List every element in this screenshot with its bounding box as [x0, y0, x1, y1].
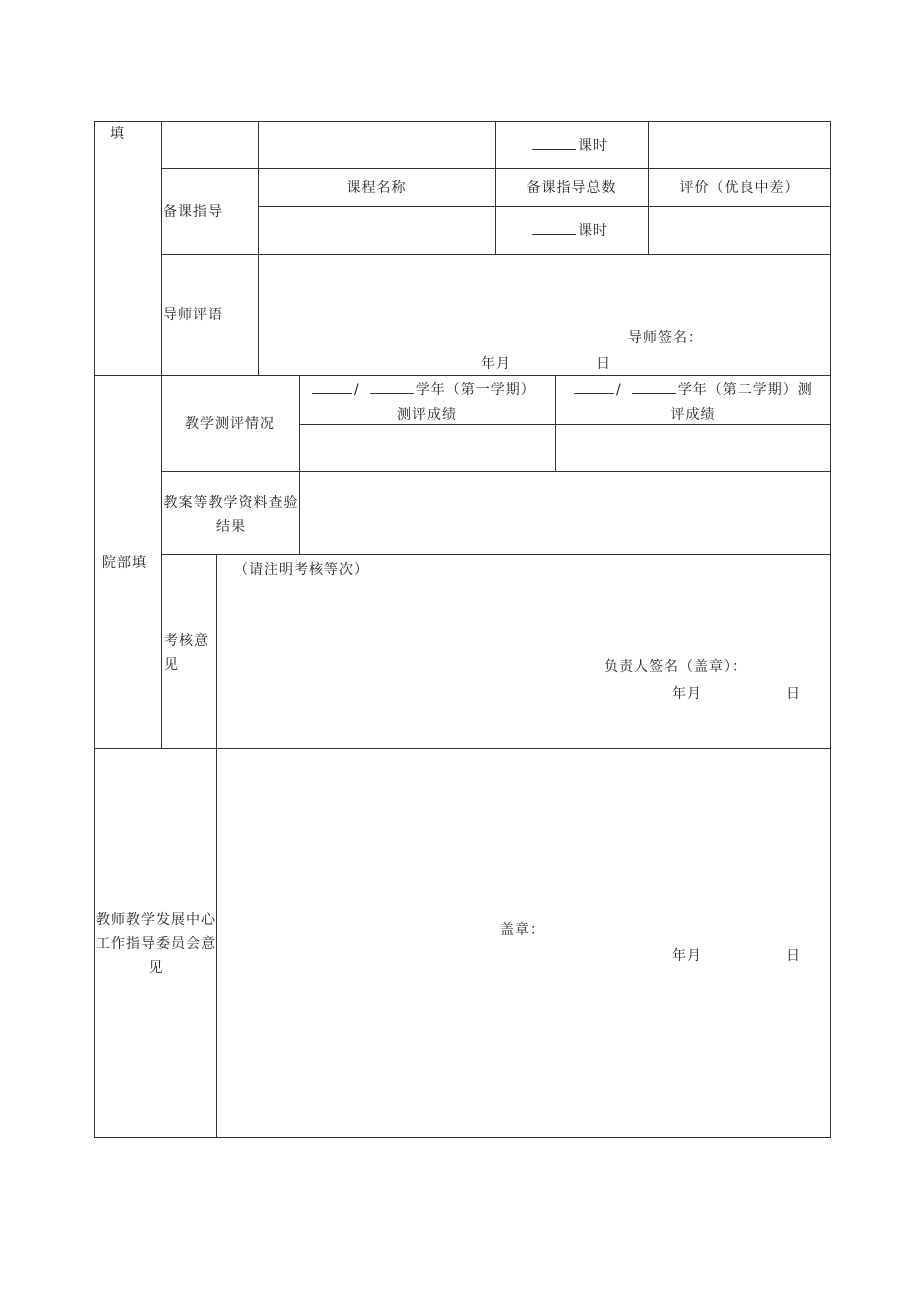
s2-assessment-col-line: [216, 554, 217, 748]
s2-eval-bottom: [161, 471, 831, 472]
hours-blank-2[interactable]: [532, 219, 576, 235]
hours-suffix-2: 课时: [578, 223, 608, 239]
sem1-header-line2: 测评成绩: [397, 407, 457, 423]
s1-subcol-line: [258, 121, 259, 376]
table-border-top: [94, 121, 831, 122]
committee-date-year-month: 年月: [672, 948, 702, 964]
table-border-right: [830, 121, 831, 1138]
mentor-signature: 导师签名：: [628, 330, 703, 346]
responsible-signature: 负责人签名（盖章）：: [604, 659, 747, 675]
mentor-comment-label: 导师评语: [163, 307, 223, 323]
table-border-bottom: [94, 1137, 831, 1138]
sem2-year-end-blank[interactable]: [632, 378, 676, 394]
hours-field-2[interactable]: [532, 219, 608, 243]
materials-label: 教案等教学资料查验结果: [163, 495, 299, 535]
section2-label: 院部填: [102, 555, 147, 571]
assessment-date-year-month: 年月: [672, 686, 702, 702]
hours-suffix-1: 课时: [578, 138, 608, 154]
section-divider-2: [94, 748, 831, 749]
s1-row1-bottom: [161, 168, 831, 169]
sem2-header-line2: 评成绩: [670, 407, 716, 423]
section-divider-1: [94, 375, 831, 376]
col-total-guidance: 备课指导总数: [526, 180, 617, 196]
sem1-year-start-blank[interactable]: [312, 378, 352, 394]
s2-eval-col-line: [299, 375, 300, 555]
assessment-label: 考核意见: [164, 633, 209, 673]
assessment-note: （请注明考核等次）: [234, 562, 369, 578]
section1-label: 填: [110, 126, 125, 142]
table-border-left: [94, 121, 95, 1138]
committee-seal: 盖章：: [500, 922, 545, 938]
hours-blank-1[interactable]: [532, 134, 576, 150]
s3-label-col-line: [216, 748, 217, 1138]
col-evaluation: 评价（优良中差）: [679, 180, 800, 196]
lesson-prep-label: 备课指导: [163, 204, 223, 220]
s1-header-bottom: [258, 206, 831, 207]
committee-opinion-label: 教师教学发展中心工作指导委员会意见: [96, 912, 216, 976]
col-course-name: 课程名称: [346, 180, 407, 196]
committee-date-day: 日: [786, 948, 801, 964]
sem2-header: / 学年（第二学期）测: [574, 378, 813, 402]
assessment-date-day: 日: [786, 686, 801, 702]
hours-field-1[interactable]: [532, 134, 608, 158]
teaching-eval-label: 教学测评情况: [185, 416, 275, 432]
s1-prep-bottom: [161, 254, 831, 255]
sem1-header: / 学年（第一学期）: [312, 378, 536, 402]
s2-materials-bottom: [161, 554, 831, 555]
mentor-date-day: 日: [596, 356, 611, 372]
mentor-date-year-month: 年月: [481, 356, 511, 372]
s1-label-col-line: [161, 121, 162, 376]
sem2-year-start-blank[interactable]: [574, 378, 614, 394]
sem1-year-end-blank[interactable]: [370, 378, 414, 394]
